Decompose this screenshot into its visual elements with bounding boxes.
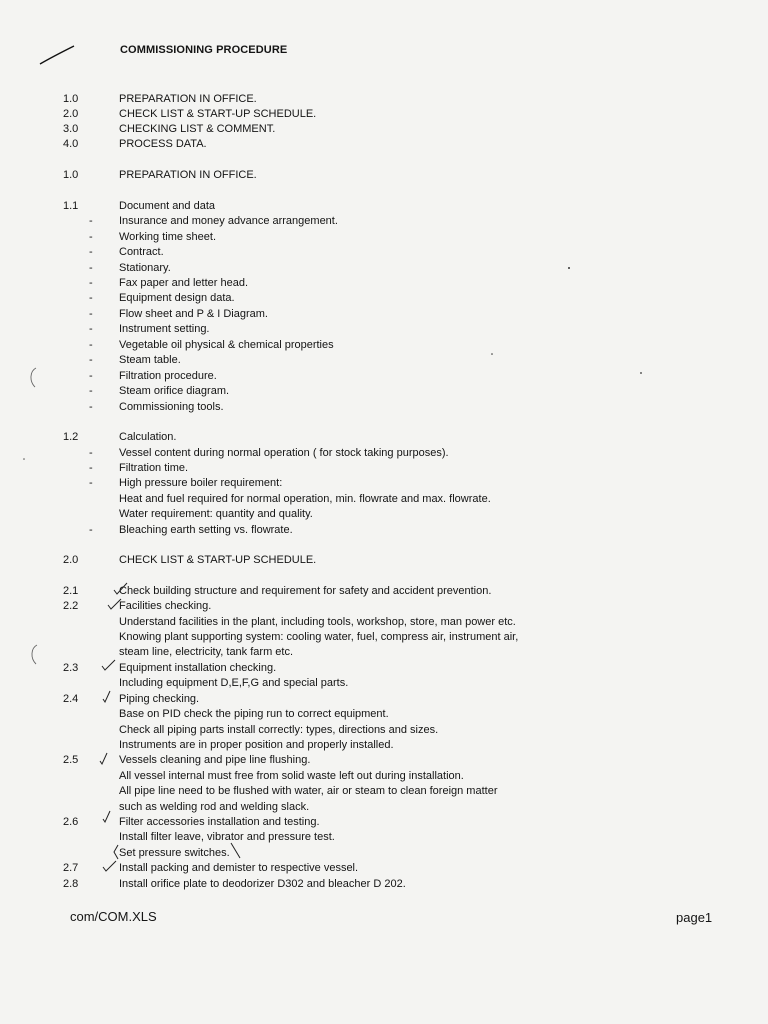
bullet-dash: - xyxy=(89,308,93,320)
line-text: Base on PID check the piping run to correct equipment. xyxy=(119,708,389,720)
bullet-dash: - xyxy=(89,292,93,304)
line-text: Water requirement: quantity and quality. xyxy=(119,508,313,520)
line-text: Instrument setting. xyxy=(119,323,210,335)
section-number: 3.0 xyxy=(63,123,79,135)
line-text: Working time sheet. xyxy=(119,231,217,243)
line-text: Including equipment D,E,F,G and special parts. xyxy=(119,677,349,689)
bullet-dash: - xyxy=(89,385,93,397)
section-number: 2.5 xyxy=(63,754,79,766)
line-text: Set pressure switches. xyxy=(119,847,230,859)
bullet-dash: - xyxy=(89,524,93,536)
line-text: Heat and fuel required for normal operation, min. flowrate and max. flowrate. xyxy=(119,493,491,505)
bullet-dash: - xyxy=(89,447,93,459)
bullet-dash: - xyxy=(89,277,93,289)
bullet-dash: - xyxy=(89,262,93,274)
line-text: Filtration time. xyxy=(119,462,189,474)
line-text: Calculation. xyxy=(119,431,177,443)
line-text: Stationary. xyxy=(119,262,171,274)
section-number: 2.6 xyxy=(63,816,79,828)
line-text: Contract. xyxy=(119,246,164,258)
section-number: 2.7 xyxy=(63,862,79,874)
bullet-dash: - xyxy=(89,215,93,227)
line-text: PREPARATION IN OFFICE. xyxy=(119,169,257,181)
bullet-dash: - xyxy=(89,354,93,366)
section-number: 2.0 xyxy=(63,554,79,566)
line-text: Piping checking. xyxy=(119,693,200,705)
section-number: 4.0 xyxy=(63,138,79,150)
section-number: 2.4 xyxy=(63,693,79,705)
line-text: All pipe line need to be flushed with water, air or steam to clean foreign matter xyxy=(119,785,498,797)
bullet-dash: - xyxy=(89,231,93,243)
line-text: Flow sheet and P & I Diagram. xyxy=(119,308,268,320)
bullet-dash: - xyxy=(89,370,93,382)
line-text: Filtration procedure. xyxy=(119,370,217,382)
section-number: 2.0 xyxy=(63,108,79,120)
line-text: Vessels cleaning and pipe line flushing. xyxy=(119,754,311,766)
section-number: 1.0 xyxy=(63,93,79,105)
line-text: Steam table. xyxy=(119,354,181,366)
section-number: 1.1 xyxy=(63,200,79,212)
line-text: CHECKING LIST & COMMENT. xyxy=(119,123,276,135)
line-text: steam line, electricity, tank farm etc. xyxy=(119,646,294,658)
line-text: Facilities checking. xyxy=(119,600,212,612)
line-text: Vessel content during normal operation ( for stock taking purposes). xyxy=(119,447,449,459)
line-text: CHECK LIST & START-UP SCHEDULE. xyxy=(119,108,317,120)
line-text: Check all piping parts install correctly: types, directions and sizes. xyxy=(119,724,439,736)
bullet-dash: - xyxy=(89,339,93,351)
line-text: Document and data xyxy=(119,200,216,212)
line-text: Install orifice plate to deodorizer D302 and bleacher D 202. xyxy=(119,878,406,890)
section-number: 2.3 xyxy=(63,662,79,674)
bullet-dash: - xyxy=(89,323,93,335)
document-title: COMMISSIONING PROCEDURE xyxy=(120,44,288,56)
line-text: Steam orifice diagram. xyxy=(119,385,230,397)
line-text: Check building structure and requirement for safety and accident prevention. xyxy=(119,585,492,597)
line-text: Equipment design data. xyxy=(119,292,235,304)
line-text: Vegetable oil physical & chemical properties xyxy=(119,339,334,351)
line-text: Install packing and demister to respective vessel. xyxy=(119,862,359,874)
section-number: 2.1 xyxy=(63,585,79,597)
line-text: Insurance and money advance arrangement. xyxy=(119,215,338,227)
line-text: Fax paper and letter head. xyxy=(119,277,249,289)
line-text: Bleaching earth setting vs. flowrate. xyxy=(119,524,293,536)
section-number: 1.2 xyxy=(63,431,79,443)
bullet-dash: - xyxy=(89,477,93,489)
bullet-dash: - xyxy=(89,462,93,474)
bullet-dash: - xyxy=(89,401,93,413)
line-text: CHECK LIST & START-UP SCHEDULE. xyxy=(119,554,317,566)
line-text: All vessel internal must free from solid waste left out during installation. xyxy=(119,770,464,782)
section-number: 1.0 xyxy=(63,169,79,181)
line-text: Knowing plant supporting system: cooling water, fuel, compress air, instrument air, xyxy=(119,631,519,643)
line-text: such as welding rod and welding slack. xyxy=(119,801,310,813)
footer-page-number: page1 xyxy=(676,910,713,925)
line-text: High pressure boiler requirement: xyxy=(119,477,283,489)
line-text: PROCESS DATA. xyxy=(119,138,207,150)
section-number: 2.8 xyxy=(63,878,79,890)
line-text: Commissioning tools. xyxy=(119,401,224,413)
section-number: 2.2 xyxy=(63,600,79,612)
line-text: Instruments are in proper position and properly installed. xyxy=(119,739,394,751)
line-text: Install filter leave, vibrator and pressure test. xyxy=(119,831,335,843)
bullet-dash: - xyxy=(89,246,93,258)
line-text: Equipment installation checking. xyxy=(119,662,277,674)
line-text: Understand facilities in the plant, including tools, workshop, store, man power etc. xyxy=(119,616,516,628)
line-text: Filter accessories installation and testing. xyxy=(119,816,320,828)
line-text: PREPARATION IN OFFICE. xyxy=(119,93,257,105)
footer-filename: com/COM.XLS xyxy=(70,909,157,924)
